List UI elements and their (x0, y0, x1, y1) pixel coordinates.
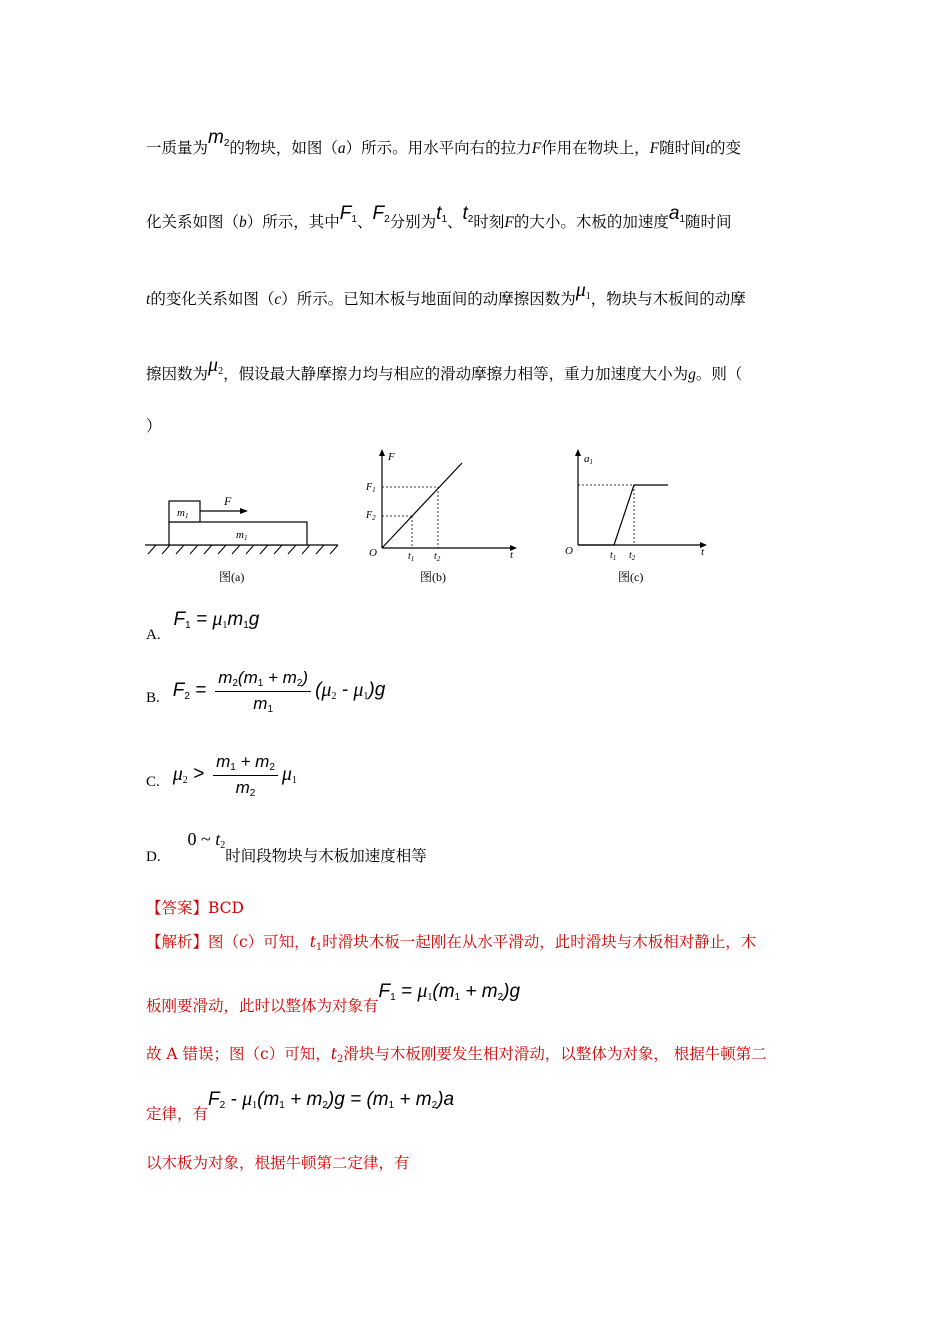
svg-text:图(c): 图(c) (618, 570, 644, 584)
option-c[interactable]: C. $\mu_2$ > $\frac{m_1 + m_2}{m_2}$ $\mu_1$ (146, 752, 297, 799)
option-a[interactable]: A. $F_1 = \mu_1m_1g$ (146, 608, 260, 643)
option-d[interactable]: D. 0 ~ $t_2$时间段物块与木板加速度相等 (146, 829, 427, 865)
svg-text:F: F (388, 451, 395, 463)
svg-text:t1: $t_1$ (610, 550, 617, 562)
option-b[interactable]: B. $F_2$ = $\frac{m_2(m_1 + m_2)}{m_1}$ $(\mu_2 - \mu_1)g$ (146, 668, 386, 715)
figure-a (140, 480, 345, 585)
svg-text:O: O (565, 545, 573, 557)
analysis-line-4: 定律，有$F_2 - \mu_1(m_1 + m_2)g = (m_1 + m_2)a$ (146, 1088, 455, 1123)
question-line-2: 化关系如图（b）所示，其中$F_1$、$F_2$分别为$t_1$、$t_2$时刻F的大小。木板的加速度$a_1$随时间 (146, 203, 732, 231)
svg-text:t: t (701, 546, 705, 558)
question-line-4: 擦因数为$\mu_2$，假设最大静摩擦力均与相应的滑动摩擦力相等，重力加速度大小为g。则（ (146, 354, 743, 383)
answer: 【答案】BCD (146, 899, 244, 917)
analysis-line-3: 故 A 错误；图（c）可知，$t_2$滑块与木板刚要发生相对滑动，以整体为对象， 根据牛顿第二 (146, 1045, 767, 1065)
svg-text:m1: m1 (236, 529, 248, 542)
svg-text:图(a): 图(a) (219, 570, 245, 584)
figure-b (360, 448, 520, 586)
F-line (382, 463, 462, 548)
svg-text:F1: $F_1$ (366, 482, 376, 494)
svg-text:t2: $t_2$ (434, 551, 441, 563)
question-line-1: 一质量为$m_2$的物块，如图（a）所示。用水平向右的拉力F作用在物块上，F随时间t的变 (146, 127, 741, 157)
svg-text:图(b): 图(b) (420, 570, 446, 584)
svg-text:a1: a1 (584, 453, 593, 466)
svg-text:O: O (369, 547, 377, 559)
a1-line (578, 485, 668, 545)
question-line-5: ） (146, 417, 162, 435)
question-line-3: t的变化关系如图（c）所示。已知木板与地面间的动摩擦因数为$\mu_1$，物块与木板间的动摩 (146, 279, 746, 308)
svg-text:m1: m1 (177, 507, 189, 520)
svg-text:t1: $t_1$ (408, 551, 415, 563)
analysis-line-5: 以木板为对象，根据牛顿第二定律，有 (146, 1154, 410, 1172)
svg-text:t: t (510, 549, 514, 561)
svg-text:F2: $F_2$ (366, 510, 376, 522)
svg-text:F: F (224, 494, 232, 508)
svg-text:t2: $t_2$ (629, 550, 636, 562)
analysis-line-2: 板刚要滑动，此时以整体为对象有$F_1 = \mu_1(m_1 + m_2)g$ (146, 980, 521, 1015)
analysis-line-1: 【解析】图（c）可知，$t_1$时滑块木板一起刚在从水平滑动，此时滑块与木板相对静止，木 (146, 933, 757, 953)
figure-c (558, 448, 718, 586)
